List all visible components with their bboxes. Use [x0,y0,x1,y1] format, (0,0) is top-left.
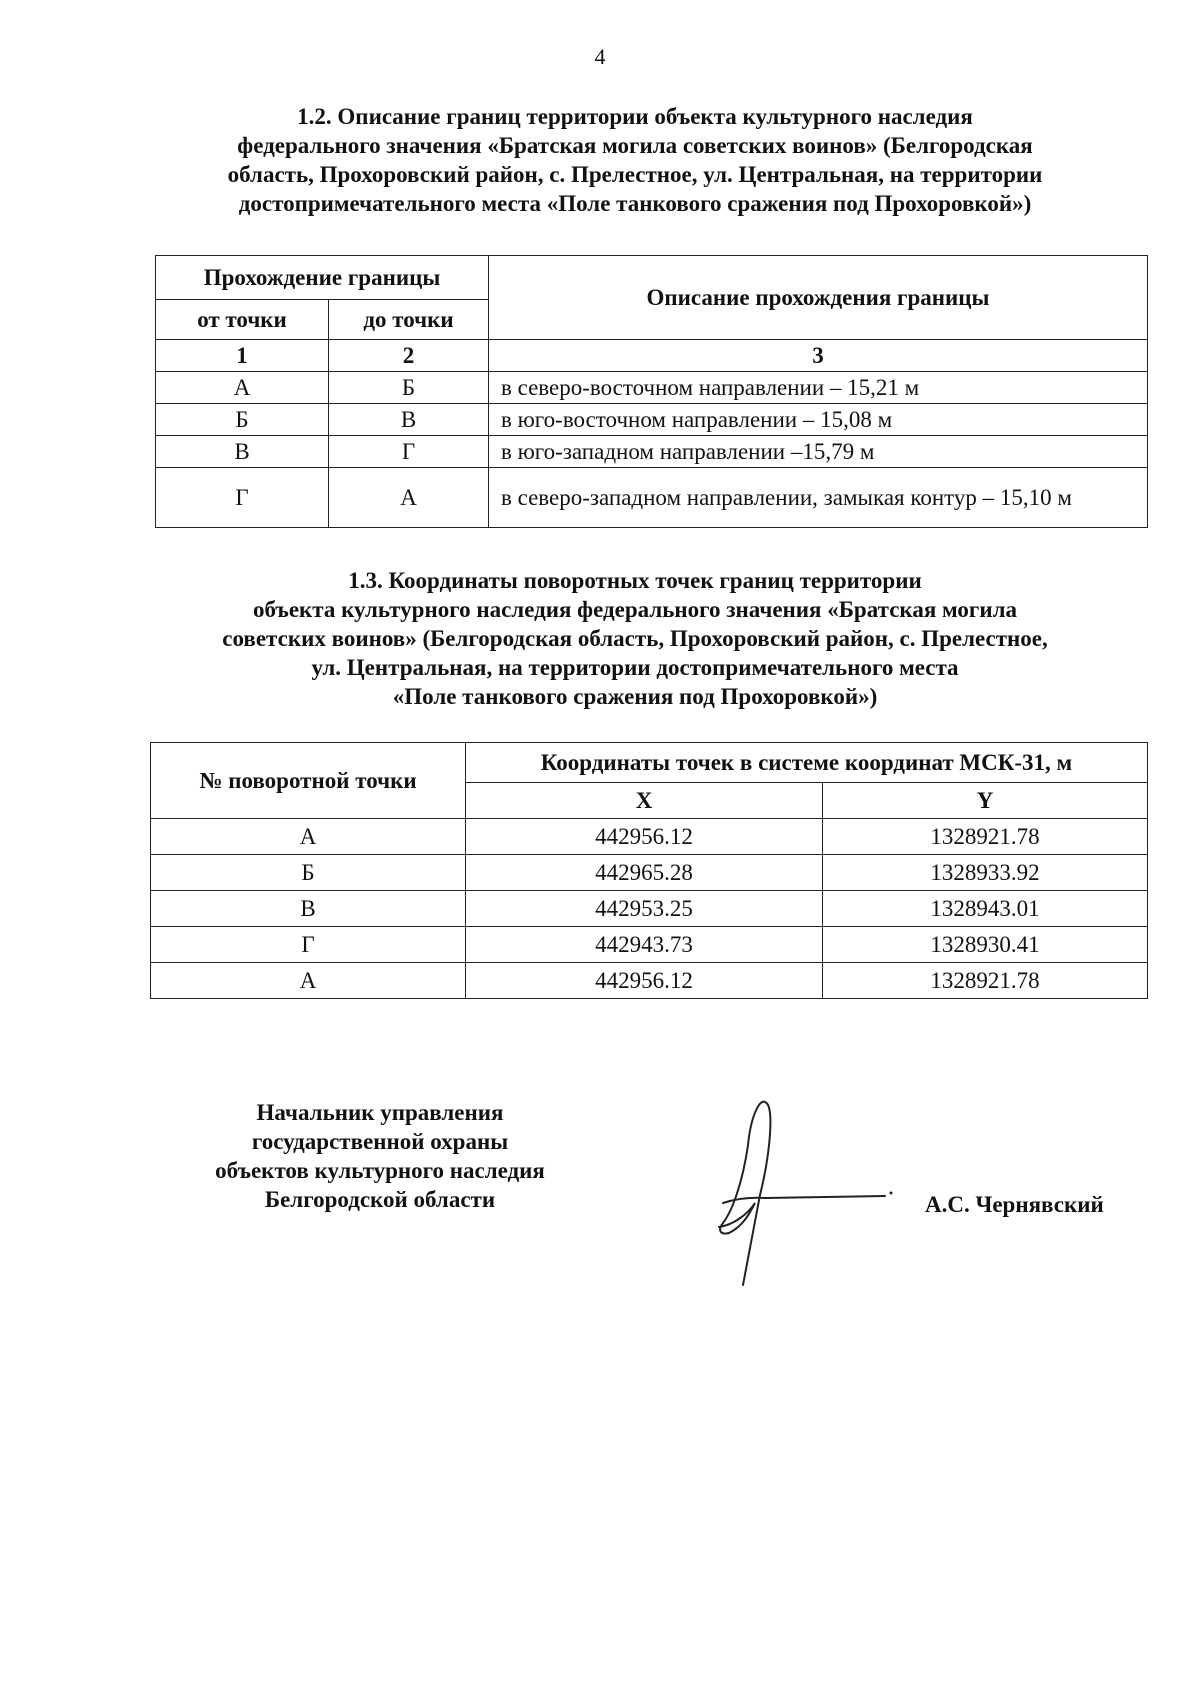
column-number: 2 [329,340,489,372]
column-number: 3 [489,340,1148,372]
x-cell: 442956.12 [466,819,823,855]
to-point-cell: В [329,404,489,436]
y-cell: 1328921.78 [823,963,1148,999]
boundary-description-table [155,255,1148,528]
header-to-point: до точки [329,300,489,340]
section-1-3-title [150,566,1120,711]
title-line: объекта культурного наследия федерального значения «Братская могила [253,597,1017,622]
description-cell: в северо-западном направлении, замыкая контур – 15,10 м [489,468,1148,528]
y-cell: 1328933.92 [823,855,1148,891]
title-line: область, Прохоровский район, с. Прелестное, ул. Центральная, на территории [227,162,1043,187]
from-point-cell: Г [156,468,329,528]
from-point-cell: В [156,436,329,468]
table-row [151,891,1148,927]
title-line: «Поле танкового сражения под Прохоровкой») [392,684,878,709]
signer-name: А.С. Чернявский [925,1192,1104,1217]
position-line: государственной охраны [251,1129,509,1154]
header-coordinates: Координаты точек в системе координат МСК-31, м [466,743,1148,783]
x-cell: 442956.12 [466,963,823,999]
title-line: 1.3. Координаты поворотных точек границ территории [348,568,922,593]
title-line: федерального значения «Братская могила советских воинов» (Белгородская [237,133,1033,158]
to-point-cell: Б [329,372,489,404]
title-line: 1.2. Описание границ территории объекта культурного наследия [297,104,973,129]
from-point-cell: Б [156,404,329,436]
position-line: Начальник управления [256,1100,504,1125]
column-number: 1 [156,340,329,372]
from-point-cell: А [156,372,329,404]
page-number: 4 [594,44,606,69]
title-line: ул. Центральная, на территории достопримечательного места [311,655,959,680]
table-row [156,372,1148,404]
header-point-number: № поворотной точки [151,743,466,819]
table-row [156,404,1148,436]
signatory-position [170,1098,590,1214]
description-cell: в юго-восточном направлении – 15,08 м [489,404,1148,436]
title-line: советских воинов» (Белгородская область, Прохоровский район, с. Прелестное, [222,626,1048,651]
to-point-cell: Г [329,436,489,468]
y-cell: 1328930.41 [823,927,1148,963]
table-row [151,819,1148,855]
section-1-2-title [150,102,1120,218]
table-row [151,855,1148,891]
y-cell: 1328943.01 [823,891,1148,927]
point-cell: Г [151,927,466,963]
point-cell: А [151,963,466,999]
position-line: Белгородской области [264,1187,496,1212]
point-cell: Б [151,855,466,891]
description-cell: в юго-западном направлении –15,79 м [489,436,1148,468]
position-line: объектов культурного наследия [215,1158,545,1183]
y-cell: 1328921.78 [823,819,1148,855]
x-cell: 442965.28 [466,855,823,891]
handwritten-signature [655,1075,915,1305]
to-point-cell: А [329,468,489,528]
table-row [151,963,1148,999]
table-row [156,468,1148,528]
header-boundary-passage: Прохождение границы [156,256,489,300]
x-cell: 442943.73 [466,927,823,963]
description-cell: в северо-восточном направлении – 15,21 м [489,372,1148,404]
point-cell: В [151,891,466,927]
point-cell: А [151,819,466,855]
coordinates-table [150,742,1148,999]
header-from-point: от точки [156,300,329,340]
table-row [151,927,1148,963]
header-y: Y [823,783,1148,819]
title-line: достопримечательного места «Поле танкового сражения под Прохоровкой») [238,191,1032,216]
table-row [156,436,1148,468]
header-boundary-description: Описание прохождения границы [489,256,1148,340]
header-x: X [466,783,823,819]
x-cell: 442953.25 [466,891,823,927]
